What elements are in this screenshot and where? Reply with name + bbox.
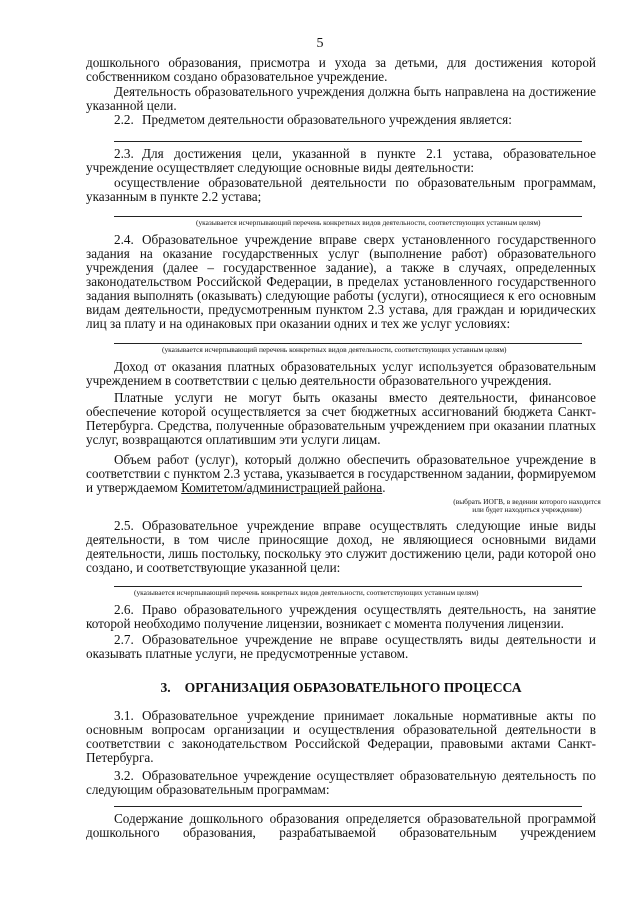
paragraph-program-content: Содержание дошкольного образования определяется образовательной программой дошкольного образования, разрабатываемой образовательным учреждением: [86, 811, 596, 840]
note-activities-1: (указывается исчерпывающий перечень конкретных видов деятельности, соответствующих уставным целям): [196, 218, 541, 227]
clause-text: Образовательное учреждение вправе сверх установленного государственного задания на оказание государственных услуг (выполнение работ) образовательного учреждения (далее – государственное задание), а также в случаях, определенных законодательством Российской Федерации, в пределах установленного государственного задания выполнять (оказывать) следующие работы (услуги), относящиеся к его основным видам деятельности, предусмотренным пунктом 2.3 устава, для граждан и юридических лиц за плату и на одинаковых при оказании одних и тех же услуг условиях:: [86, 232, 596, 331]
blank-line-2-4: [114, 343, 582, 344]
clause-text: Образовательное учреждение вправе осуществлять следующие иные виды деятельности, в том числе приносящие доход, не являющиеся основными видами деятельности, лишь постольку, поскольку это служит достижению цели, ради которой оно создано, и соответствующие указанной цели:: [86, 518, 596, 575]
blank-line-2-2: [114, 141, 582, 142]
paragraph-3-2: [86, 769, 596, 797]
paragraph-2-5: [86, 519, 596, 575]
clause-number: 2.4.: [114, 232, 134, 247]
paragraph-intro-continuation: дошкольного образования, присмотра и ухода за детьми, для достижения которой собственником создано образовательное учреждение.: [86, 55, 596, 84]
clause-number: 3.1.: [114, 708, 134, 723]
clause-number: 2.2.: [114, 112, 134, 127]
paragraph-2-3-item: осуществление образовательной деятельности по образовательным программам, указанным в пункте 2.2 устава;: [86, 175, 596, 204]
paragraph-2-2: [86, 113, 596, 127]
clause-number: 3.2.: [114, 768, 134, 783]
clause-text: Образовательное учреждение не вправе осуществлять виды деятельности и оказывать платные услуги, не предусмотренные уставом.: [86, 632, 596, 661]
clause-text: Образовательное учреждение осуществляет образовательную деятельность по следующим образовательным программам:: [86, 768, 596, 797]
note-iogv: (выбрать ИОГВ, в ведении которого находится или будет находиться учреждение): [453, 497, 601, 514]
paragraph-3-1: [86, 709, 596, 765]
authority-choice: Комитетом/администрацией района: [181, 480, 383, 495]
clause-text: Образовательное учреждение принимает локальные нормативные акты по основным вопросам организации и осуществления образовательной деятельности в соответствии с законодательством Российской Федерации, правовыми актами Санкт-Петербурга.: [86, 708, 596, 765]
clause-number: 2.3.: [114, 146, 134, 161]
paragraph-2-7: [86, 633, 596, 661]
clause-text: Предметом деятельности образовательного учреждения является:: [142, 112, 512, 127]
paragraph-paid-services: Платные услуги не могут быть оказаны вместо деятельности, финансовое обеспечение которой осуществляется за счет бюджетных ассигнований бюджета Санкт-Петербурга. Средства, полученные образовательным учреждением при оказании платных услуг, возвращаются оплатившим эти услуги лицам.: [86, 390, 596, 447]
page-number: 5: [316, 36, 324, 51]
note-activities-2: (указывается исчерпывающий перечень конкретных видов деятельности, соответствующих уставным целям): [162, 345, 507, 354]
blank-line-2-5: [114, 586, 582, 587]
clause-text: Право образовательного учреждения осуществлять деятельность, на занятие которой необходимо получение лицензии, возникает с момента получения лицензии.: [86, 602, 596, 631]
paragraph-2-3: [86, 147, 596, 175]
blank-line-2-3: [114, 216, 582, 217]
paragraph-2-4: [86, 233, 596, 331]
clause-number: 2.6.: [114, 602, 134, 617]
section-heading: 3. ОРГАНИЗАЦИЯ ОБРАЗОВАТЕЛЬНОГО ПРОЦЕССА: [160, 680, 522, 695]
paragraph-2-6: [86, 603, 596, 631]
paragraph-income: Доход от оказания платных образовательных услуг используется образовательным учреждением в соответствии с целью деятельности образовательного учреждения.: [86, 359, 596, 388]
blank-line-3-2: [114, 806, 582, 807]
clause-number: 2.5.: [114, 518, 134, 533]
note-activities-3: (указывается исчерпывающий перечень конкретных видов деятельности, соответствующих уставным целям): [134, 588, 479, 597]
clause-number: 2.7.: [114, 632, 134, 647]
paragraph-volume: Объем работ (услуг), который должно обеспечить образовательное учреждение в соответствии с пунктом 2.3 устава, указывается в государственном задании, формируемом и утверждаемом Комитетом/администрацией района.: [86, 452, 596, 495]
paragraph-intro-purpose: Деятельность образовательного учреждения должна быть направлена на достижение указанной цели.: [86, 84, 596, 113]
clause-text: Для достижения цели, указанной в пункте 2.1 устава, образовательное учреждение осуществляет следующие основные виды деятельности:: [86, 146, 596, 175]
